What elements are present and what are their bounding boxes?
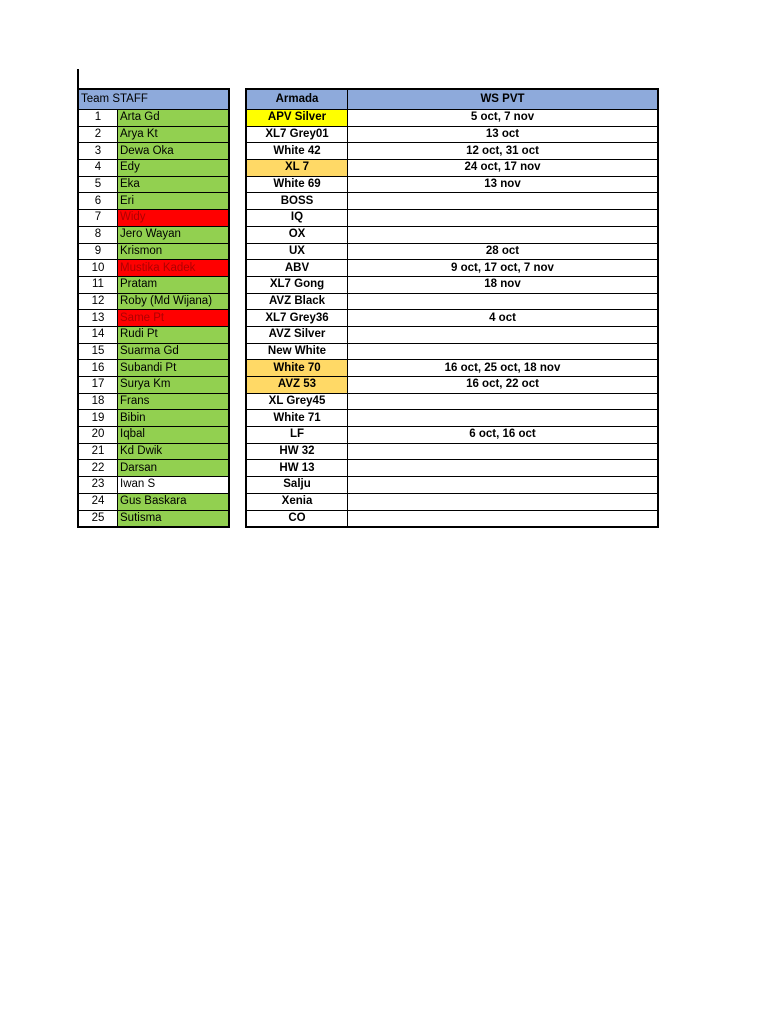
staff-name-cell[interactable]: Widy <box>118 210 230 227</box>
staff-name-cell[interactable]: Jero Wayan <box>118 226 230 243</box>
staff-name-cell[interactable]: Dewa Oka <box>118 143 230 160</box>
staff-row <box>78 226 229 243</box>
staff-name-cell[interactable]: Surya Km <box>118 377 230 394</box>
staff-header-row <box>78 89 229 110</box>
armada-cell[interactable]: AVZ Black <box>246 293 348 310</box>
staff-number-cell[interactable]: 8 <box>78 226 118 243</box>
staff-number-cell[interactable]: 23 <box>78 477 118 494</box>
armada-row <box>246 193 658 210</box>
staff-name-cell[interactable]: Kd Dwik <box>118 443 230 460</box>
armada-cell[interactable]: New White <box>246 343 348 360</box>
armada-cell[interactable]: IQ <box>246 210 348 227</box>
ws-pvt-cell[interactable]: 13 oct <box>348 126 659 143</box>
ws-pvt-cell[interactable] <box>348 343 659 360</box>
staff-number-cell[interactable]: 10 <box>78 260 118 277</box>
ws-pvt-cell[interactable] <box>348 477 659 494</box>
ws-pvt-cell[interactable]: 12 oct, 31 oct <box>348 143 659 160</box>
staff-row <box>78 343 229 360</box>
staff-number-cell[interactable]: 11 <box>78 276 118 293</box>
armada-row <box>246 410 658 427</box>
ws-pvt-cell[interactable]: 4 oct <box>348 310 659 327</box>
ws-pvt-cell[interactable]: 18 nov <box>348 276 659 293</box>
armada-row <box>246 176 658 193</box>
armada-cell[interactable]: APV Silver <box>246 110 348 127</box>
staff-name-cell[interactable]: Arya Kt <box>118 126 230 143</box>
armada-row <box>246 393 658 410</box>
armada-row <box>246 110 658 127</box>
ws-pvt-cell[interactable]: 24 oct, 17 nov <box>348 160 659 177</box>
staff-name-cell[interactable]: Eka <box>118 176 230 193</box>
staff-name-cell[interactable]: Arta Gd <box>118 110 230 127</box>
staff-row <box>78 143 229 160</box>
staff-number-cell[interactable]: 24 <box>78 493 118 510</box>
staff-name-cell[interactable]: Pratam <box>118 276 230 293</box>
ws-pvt-cell[interactable] <box>348 326 659 343</box>
staff-row <box>78 393 229 410</box>
armada-row <box>246 226 658 243</box>
staff-row <box>78 193 229 210</box>
cell-cursor <box>77 69 79 89</box>
staff-number-cell[interactable]: 1 <box>78 110 118 127</box>
ws-pvt-cell[interactable] <box>348 460 659 477</box>
armada-row <box>246 293 658 310</box>
armada-row <box>246 460 658 477</box>
staff-row <box>78 377 229 394</box>
staff-number-cell[interactable]: 3 <box>78 143 118 160</box>
staff-number-cell[interactable]: 9 <box>78 243 118 260</box>
ws-pvt-cell[interactable]: 16 oct, 22 oct <box>348 377 659 394</box>
armada-row <box>246 243 658 260</box>
ws-pvt-cell[interactable]: 28 oct <box>348 243 659 260</box>
ws-pvt-cell[interactable]: 9 oct, 17 oct, 7 nov <box>348 260 659 277</box>
staff-number-cell[interactable]: 7 <box>78 210 118 227</box>
armada-row <box>246 126 658 143</box>
ws-pvt-cell[interactable] <box>348 510 659 527</box>
staff-name-cell[interactable]: Darsan <box>118 460 230 477</box>
armada-cell[interactable]: White 70 <box>246 360 348 377</box>
staff-number-cell[interactable]: 14 <box>78 326 118 343</box>
staff-row <box>78 460 229 477</box>
staff-number-cell[interactable]: 19 <box>78 410 118 427</box>
staff-name-cell[interactable]: Mustika Kadek <box>118 260 230 277</box>
staff-number-cell[interactable]: 15 <box>78 343 118 360</box>
staff-number-cell[interactable]: 13 <box>78 310 118 327</box>
staff-number-cell[interactable]: 16 <box>78 360 118 377</box>
ws-pvt-cell[interactable] <box>348 443 659 460</box>
armada-row <box>246 276 658 293</box>
ws-pvt-cell[interactable]: 6 oct, 16 oct <box>348 427 659 444</box>
staff-row <box>78 493 229 510</box>
armada-row <box>246 210 658 227</box>
ws-pvt-cell[interactable] <box>348 293 659 310</box>
armada-row <box>246 377 658 394</box>
ws-pvt-cell[interactable] <box>348 393 659 410</box>
armada-row <box>246 343 658 360</box>
staff-row <box>78 210 229 227</box>
staff-number-cell[interactable]: 12 <box>78 293 118 310</box>
armada-cell[interactable]: XL7 Grey36 <box>246 310 348 327</box>
armada-cell[interactable]: CO <box>246 510 348 527</box>
armada-row <box>246 427 658 444</box>
armada-cell[interactable]: XL7 Grey01 <box>246 126 348 143</box>
team-staff-header[interactable]: Team STAFF <box>78 89 229 110</box>
armada-cell[interactable]: AVZ 53 <box>246 377 348 394</box>
armada-header-row <box>246 89 658 110</box>
armada-row <box>246 443 658 460</box>
armada-row <box>246 493 658 510</box>
staff-name-cell[interactable]: Iwan S <box>118 477 230 494</box>
staff-name-cell[interactable]: Subandi Pt <box>118 360 230 377</box>
staff-row <box>78 276 229 293</box>
armada-cell[interactable]: ABV <box>246 260 348 277</box>
ws-pvt-header[interactable]: WS PVT <box>348 89 659 110</box>
armada-cell[interactable]: Xenia <box>246 493 348 510</box>
armada-header[interactable]: Armada <box>246 89 348 110</box>
ws-pvt-cell[interactable] <box>348 210 659 227</box>
staff-row <box>78 360 229 377</box>
armada-row <box>246 310 658 327</box>
staff-number-cell[interactable]: 25 <box>78 510 118 527</box>
armada-cell[interactable]: BOSS <box>246 193 348 210</box>
armada-row <box>246 477 658 494</box>
staff-row <box>78 243 229 260</box>
armada-cell[interactable]: AVZ Silver <box>246 326 348 343</box>
armada-cell[interactable]: White 69 <box>246 176 348 193</box>
staff-name-cell[interactable]: Rudi Pt <box>118 326 230 343</box>
staff-row <box>78 293 229 310</box>
armada-cell[interactable]: HW 13 <box>246 460 348 477</box>
ws-pvt-cell[interactable] <box>348 493 659 510</box>
staff-name-cell[interactable]: Gus Baskara <box>118 493 230 510</box>
staff-row <box>78 410 229 427</box>
staff-row <box>78 427 229 444</box>
staff-name-cell[interactable]: Roby (Md Wijana) <box>118 293 230 310</box>
staff-number-cell[interactable]: 22 <box>78 460 118 477</box>
staff-name-cell[interactable]: Eri <box>118 193 230 210</box>
ws-pvt-cell[interactable] <box>348 410 659 427</box>
staff-name-cell[interactable]: Same Pt <box>118 310 230 327</box>
staff-name-cell[interactable]: Iqbal <box>118 427 230 444</box>
staff-name-cell[interactable]: Edy <box>118 160 230 177</box>
staff-row <box>78 310 229 327</box>
staff-name-cell[interactable]: Sutisma <box>118 510 230 527</box>
staff-number-cell[interactable]: 18 <box>78 393 118 410</box>
ws-pvt-cell[interactable] <box>348 193 659 210</box>
staff-row <box>78 326 229 343</box>
staff-number-cell[interactable]: 17 <box>78 377 118 394</box>
staff-number-cell[interactable]: 20 <box>78 427 118 444</box>
ws-pvt-cell[interactable] <box>348 226 659 243</box>
armada-cell[interactable]: XL7 Gong <box>246 276 348 293</box>
armada-cell[interactable]: XL Grey45 <box>246 393 348 410</box>
armada-row <box>246 160 658 177</box>
armada-cell[interactable]: White 42 <box>246 143 348 160</box>
staff-number-cell[interactable]: 6 <box>78 193 118 210</box>
armada-row <box>246 326 658 343</box>
armada-table <box>245 88 659 528</box>
staff-number-cell[interactable]: 2 <box>78 126 118 143</box>
staff-row <box>78 510 229 527</box>
staff-row <box>78 443 229 460</box>
staff-number-cell[interactable]: 5 <box>78 176 118 193</box>
armada-cell[interactable]: LF <box>246 427 348 444</box>
staff-row <box>78 126 229 143</box>
staff-name-cell[interactable]: Krismon <box>118 243 230 260</box>
armada-cell[interactable]: HW 32 <box>246 443 348 460</box>
armada-cell[interactable]: OX <box>246 226 348 243</box>
staff-number-cell[interactable]: 4 <box>78 160 118 177</box>
armada-row <box>246 143 658 160</box>
staff-row <box>78 477 229 494</box>
armada-cell[interactable]: UX <box>246 243 348 260</box>
armada-cell[interactable]: White 71 <box>246 410 348 427</box>
staff-name-cell[interactable]: Bibin <box>118 410 230 427</box>
ws-pvt-cell[interactable]: 5 oct, 7 nov <box>348 110 659 127</box>
armada-row <box>246 260 658 277</box>
armada-cell[interactable]: XL 7 <box>246 160 348 177</box>
staff-row <box>78 176 229 193</box>
staff-number-cell[interactable]: 21 <box>78 443 118 460</box>
armada-row <box>246 510 658 527</box>
staff-name-cell[interactable]: Frans <box>118 393 230 410</box>
staff-row <box>78 160 229 177</box>
staff-name-cell[interactable]: Suarma Gd <box>118 343 230 360</box>
armada-cell[interactable]: Salju <box>246 477 348 494</box>
ws-pvt-cell[interactable]: 16 oct, 25 oct, 18 nov <box>348 360 659 377</box>
ws-pvt-cell[interactable]: 13 nov <box>348 176 659 193</box>
team-staff-table <box>77 88 230 528</box>
staff-row <box>78 110 229 127</box>
armada-row <box>246 360 658 377</box>
staff-row <box>78 260 229 277</box>
